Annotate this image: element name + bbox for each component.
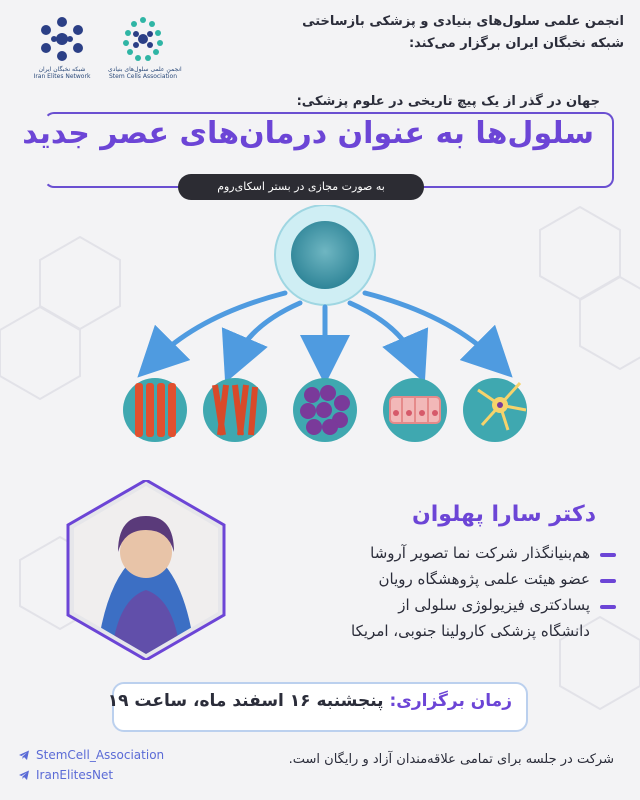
stemcells-icon	[116, 12, 170, 66]
bio-line-2	[378, 570, 616, 588]
social-handle: StemCell_Association	[36, 748, 165, 762]
schedule-value: پنجشنبه ۱۶ اسفند ماه، ساعت ۱۹	[107, 691, 384, 711]
telegram-icon	[18, 749, 30, 761]
iran-elites-icon	[35, 12, 89, 66]
iran-elites-fa: شبکه نخبگان ایران	[38, 66, 86, 73]
organizer-line-2: شبکه نخبگان ایران برگزار می‌کند:	[408, 36, 624, 51]
platform-badge: به صورت مجازی در بستر اسکای‌روم	[178, 174, 424, 200]
iran-elites-logo	[30, 12, 94, 80]
event-subtitle: جهان در گذر از یک پیچ تاریخی در علوم پزشکی:	[296, 94, 600, 109]
event-title: سلول‌ها به عنوان درمان‌های عصر جدید	[22, 116, 594, 151]
muscle-cell-icon	[123, 378, 187, 442]
social-link-2[interactable]	[18, 768, 113, 782]
blood-cell-icon	[293, 378, 357, 442]
schedule-text	[108, 691, 512, 711]
stemcells-logo	[108, 12, 182, 80]
neuron-icon	[463, 378, 527, 442]
bio-text: پسادکتری فیزیولوژی سلولی از	[398, 596, 590, 614]
cell-differentiation-diagram	[100, 205, 560, 455]
stemcells-en: Stem Cells Association	[108, 73, 177, 80]
bio-text: دانشگاه پزشکی کارولینا جنوبی، امریکا	[351, 622, 590, 640]
epithelial-cell-icon	[383, 378, 447, 442]
cardiac-cell-icon	[203, 378, 267, 442]
speaker-photo	[56, 480, 236, 660]
bio-line-3	[398, 596, 616, 614]
bio-line-4	[351, 622, 616, 640]
organizer-line-1: انجمن علمی سلول‌های بنیادی و پزشکی بازساختی	[302, 14, 624, 29]
speaker-portrait	[56, 480, 236, 660]
bio-bullet	[600, 553, 616, 557]
bio-bullet	[600, 579, 616, 583]
schedule-label: زمان برگزاری:	[389, 691, 512, 711]
stemcells-fa: انجمن علمی سلول‌های بنیادی	[108, 66, 182, 73]
bio-text: هم‌بنیانگذار شرکت نما تصویر آروشا	[370, 544, 590, 562]
bio-line-1	[370, 544, 616, 562]
footer-note: شرکت در جلسه برای تمامی علاقه‌مندان آزاد و رایگان است.	[288, 752, 614, 767]
telegram-icon	[18, 769, 30, 781]
bio-bullet	[600, 605, 616, 609]
bio-text: عضو هیئت علمی پژوهشگاه رویان	[378, 570, 590, 588]
stem-cell-icon	[275, 205, 375, 305]
social-handle: IranElitesNet	[36, 768, 114, 782]
iran-elites-en: Iran Elites Network	[33, 73, 91, 80]
social-link-1[interactable]	[18, 748, 164, 762]
speaker-name: دکتر سارا پهلوان	[411, 502, 596, 527]
